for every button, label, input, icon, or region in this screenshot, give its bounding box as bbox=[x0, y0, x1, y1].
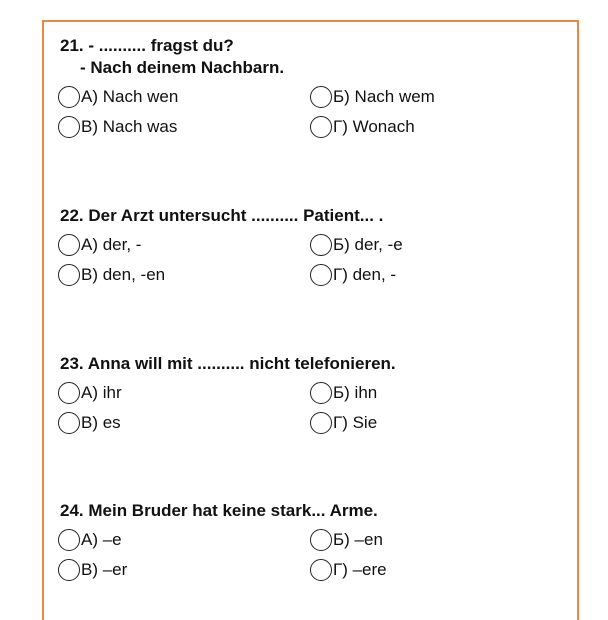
radio-circle-icon[interactable] bbox=[310, 234, 332, 256]
radio-circle-icon[interactable] bbox=[58, 264, 80, 286]
question-line: 23. Anna will mit .......... nicht telefonieren. bbox=[60, 354, 396, 373]
radio-circle-icon[interactable] bbox=[310, 559, 332, 581]
radio-circle-icon[interactable] bbox=[58, 529, 80, 551]
options-grid bbox=[58, 528, 578, 582]
radio-circle-icon[interactable] bbox=[58, 86, 80, 108]
option-label: А) Nach wen bbox=[81, 87, 179, 106]
option-label: А) ihr bbox=[81, 383, 122, 402]
option-b[interactable] bbox=[310, 85, 562, 109]
radio-circle-icon[interactable] bbox=[58, 382, 80, 404]
option-label: Г) –ere bbox=[333, 560, 387, 579]
option-label: А) –e bbox=[81, 530, 122, 549]
radio-circle-icon[interactable] bbox=[310, 264, 332, 286]
radio-circle-icon[interactable] bbox=[58, 234, 80, 256]
radio-circle-icon[interactable] bbox=[310, 529, 332, 551]
option-label: Г) Sie bbox=[333, 413, 378, 432]
radio-circle-icon[interactable] bbox=[310, 412, 332, 434]
option-v[interactable] bbox=[58, 558, 310, 582]
question-21 bbox=[60, 35, 580, 139]
option-label: В) den, -en bbox=[81, 265, 166, 284]
option-label: Г) Wonach bbox=[333, 117, 415, 136]
option-label: В) Nach was bbox=[81, 117, 178, 136]
question-line: 22. Der Arzt untersucht .......... Patient... . bbox=[60, 206, 384, 225]
option-a[interactable] bbox=[58, 233, 310, 257]
option-label: Б) –en bbox=[333, 530, 383, 549]
option-g[interactable] bbox=[310, 115, 562, 139]
question-line-2: - Nach deinem Nachbarn. bbox=[80, 58, 285, 77]
question-line: 24. Mein Bruder hat keine stark... Arme. bbox=[60, 501, 378, 520]
question-24 bbox=[60, 500, 580, 582]
question-text bbox=[60, 500, 580, 522]
options-grid bbox=[58, 85, 578, 139]
option-label: Г) den, - bbox=[333, 265, 397, 284]
question-text bbox=[60, 35, 580, 79]
radio-circle-icon[interactable] bbox=[58, 559, 80, 581]
option-a[interactable] bbox=[58, 528, 310, 552]
option-v[interactable] bbox=[58, 411, 310, 435]
radio-circle-icon[interactable] bbox=[58, 116, 80, 138]
option-label: Б) Nach wem bbox=[333, 87, 435, 106]
option-label: А) der, - bbox=[81, 235, 142, 254]
option-label: Б) der, -e bbox=[333, 235, 403, 254]
option-g[interactable] bbox=[310, 558, 562, 582]
options-grid bbox=[58, 381, 578, 435]
option-v[interactable] bbox=[58, 263, 310, 287]
question-text bbox=[60, 205, 580, 227]
options-grid bbox=[58, 233, 578, 287]
option-label: В) es bbox=[81, 413, 121, 432]
radio-circle-icon[interactable] bbox=[310, 382, 332, 404]
question-text bbox=[60, 353, 580, 375]
option-g[interactable] bbox=[310, 263, 562, 287]
option-v[interactable] bbox=[58, 115, 310, 139]
option-a[interactable] bbox=[58, 85, 310, 109]
option-b[interactable] bbox=[310, 381, 562, 405]
radio-circle-icon[interactable] bbox=[310, 86, 332, 108]
question-23 bbox=[60, 353, 580, 435]
option-label: В) –er bbox=[81, 560, 128, 579]
option-a[interactable] bbox=[58, 381, 310, 405]
radio-circle-icon[interactable] bbox=[58, 412, 80, 434]
option-g[interactable] bbox=[310, 411, 562, 435]
radio-circle-icon[interactable] bbox=[310, 116, 332, 138]
question-22 bbox=[60, 205, 580, 287]
option-b[interactable] bbox=[310, 528, 562, 552]
option-label: Б) ihn bbox=[333, 383, 378, 402]
option-b[interactable] bbox=[310, 233, 562, 257]
question-line: 21. - .......... fragst du? bbox=[60, 36, 234, 55]
